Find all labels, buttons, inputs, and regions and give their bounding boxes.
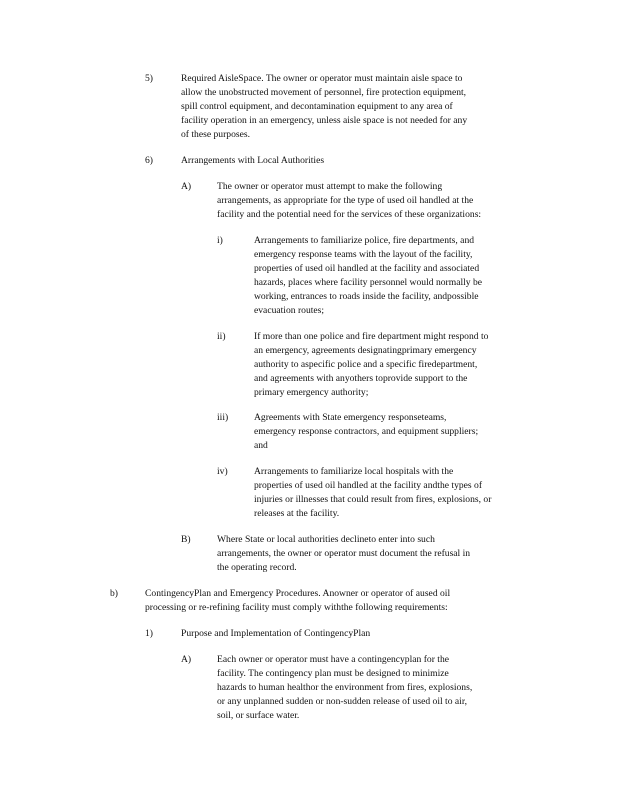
- item-label: B): [181, 534, 191, 545]
- item-text: Agreements with State emergency responseteams, emergency response contractors, and equipment suppliers; and: [254, 412, 479, 451]
- item-label: iv): [217, 466, 228, 477]
- item-iii-state-agreements: [0, 411, 618, 455]
- item-text: Required AisleSpace. The owner or operator must maintain aisle space to allow the unobstructed movement of personnel, fire protection equipment, spill control equipment, and decontamination equipment to any area of facility operation in an emergency, unless aisle space is not needed for any of these purposes.: [181, 73, 468, 140]
- item-a-arrangements: [0, 180, 618, 224]
- item-text: Where State or local authorities declineto enter into such arrangements, the owner or operator must document the refusal in the operating record.: [217, 534, 471, 573]
- item-6-local-authorities: [0, 154, 618, 170]
- item-label: A): [181, 654, 192, 665]
- item-b-refusal: [0, 533, 618, 577]
- item-text: Each owner or operator must have a contingencyplan for the facility. The contingency plan must be designed to minimize hazards to human healthor the environment from fires, explosions, or any unplanned sudden or non-sudden release of used oil to air, soil, or surface water.: [217, 654, 473, 721]
- item-text: ContingencyPlan and Emergency Procedures. Anowner or operator of aused oil processing or re-refining facility must comply withthe following requirements:: [145, 588, 451, 613]
- item-1-purpose: [0, 627, 618, 643]
- item-a-contingency-plan: [0, 653, 618, 725]
- item-b-contingency-plan: [0, 587, 618, 617]
- item-label: 5): [145, 73, 153, 84]
- item-text: Arrangements with Local Authorities: [181, 155, 325, 166]
- item-label: iii): [217, 412, 229, 423]
- item-5-aisle-space: [0, 72, 618, 144]
- item-label: 1): [145, 628, 153, 639]
- item-text: Purpose and Implementation of ContingencyPlan: [181, 628, 371, 639]
- item-text: The owner or operator must attempt to make the following arrangements, as appropriate for the type of used oil handled at the facility and the potential need for the services of these organizations:: [217, 181, 482, 220]
- item-label: i): [217, 235, 223, 246]
- item-text: Arrangements to familiarize local hospitals with the properties of used oil handled at the facility andthe types of injuries or illnesses that could result from fires, explosions, or releases at the facility.: [254, 466, 492, 519]
- item-label: b): [110, 588, 118, 599]
- item-i-police-fire: [0, 234, 618, 320]
- item-iv-hospitals: [0, 465, 618, 523]
- item-label: ii): [217, 331, 226, 342]
- item-text: If more than one police and fire department might respond to an emergency, agreements designatingprimary emergency authority to aspecific police and a specific firedepartment, and agreements with anyothers toprovide support to the primary emergency authority;: [254, 331, 489, 398]
- item-label: A): [181, 181, 192, 192]
- item-ii-multiple-departments: [0, 330, 618, 402]
- item-text: Arrangements to familiarize police, fire departments, and emergency response teams with the layout of the facility, properties of used oil handled at the facility and associated hazards, places where facility personnel would normally be working, entrances to roads inside the facility, andpossible evacuation routes;: [254, 235, 483, 316]
- item-label: 6): [145, 155, 153, 166]
